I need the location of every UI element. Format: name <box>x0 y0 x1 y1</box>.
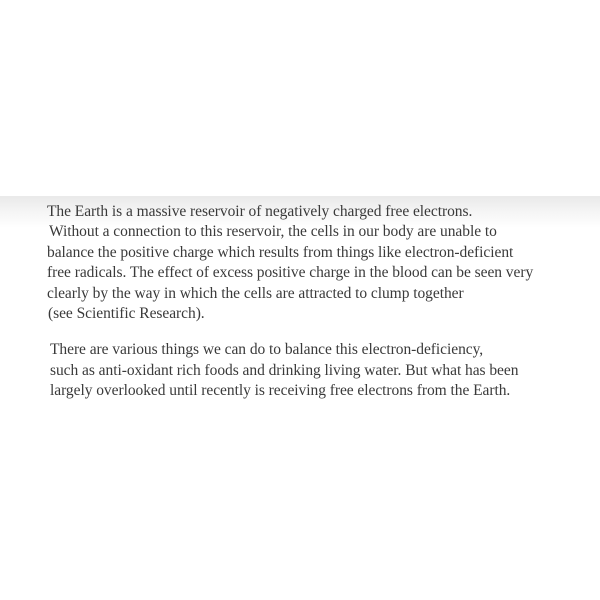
paragraph-electron-deficiency <box>47 340 587 401</box>
article-body <box>47 202 587 402</box>
text-line: (see Scientific Research). <box>48 305 205 323</box>
text-line: balance the positive charge which results from things like electron-deficient <box>47 243 514 261</box>
text-line: such as anti-oxidant rich foods and drinking living water. But what has been <box>50 361 519 379</box>
text-line: free radicals. The effect of excess positive charge in the blood can be seen very <box>47 264 534 282</box>
text-line: The Earth is a massive reservoir of negatively charged free electrons. <box>47 203 473 220</box>
text-line: clearly by the way in which the cells are attracted to clump together <box>47 284 464 302</box>
text-line: There are various things we can do to balance this electron-deficiency, <box>50 341 484 359</box>
paragraph-earth-electrons <box>47 202 587 324</box>
text-line: Without a connection to this reservoir, the cells in our body are unable to <box>49 223 497 241</box>
text-line: largely overlooked until recently is receiving free electrons from the Earth. <box>50 382 511 400</box>
